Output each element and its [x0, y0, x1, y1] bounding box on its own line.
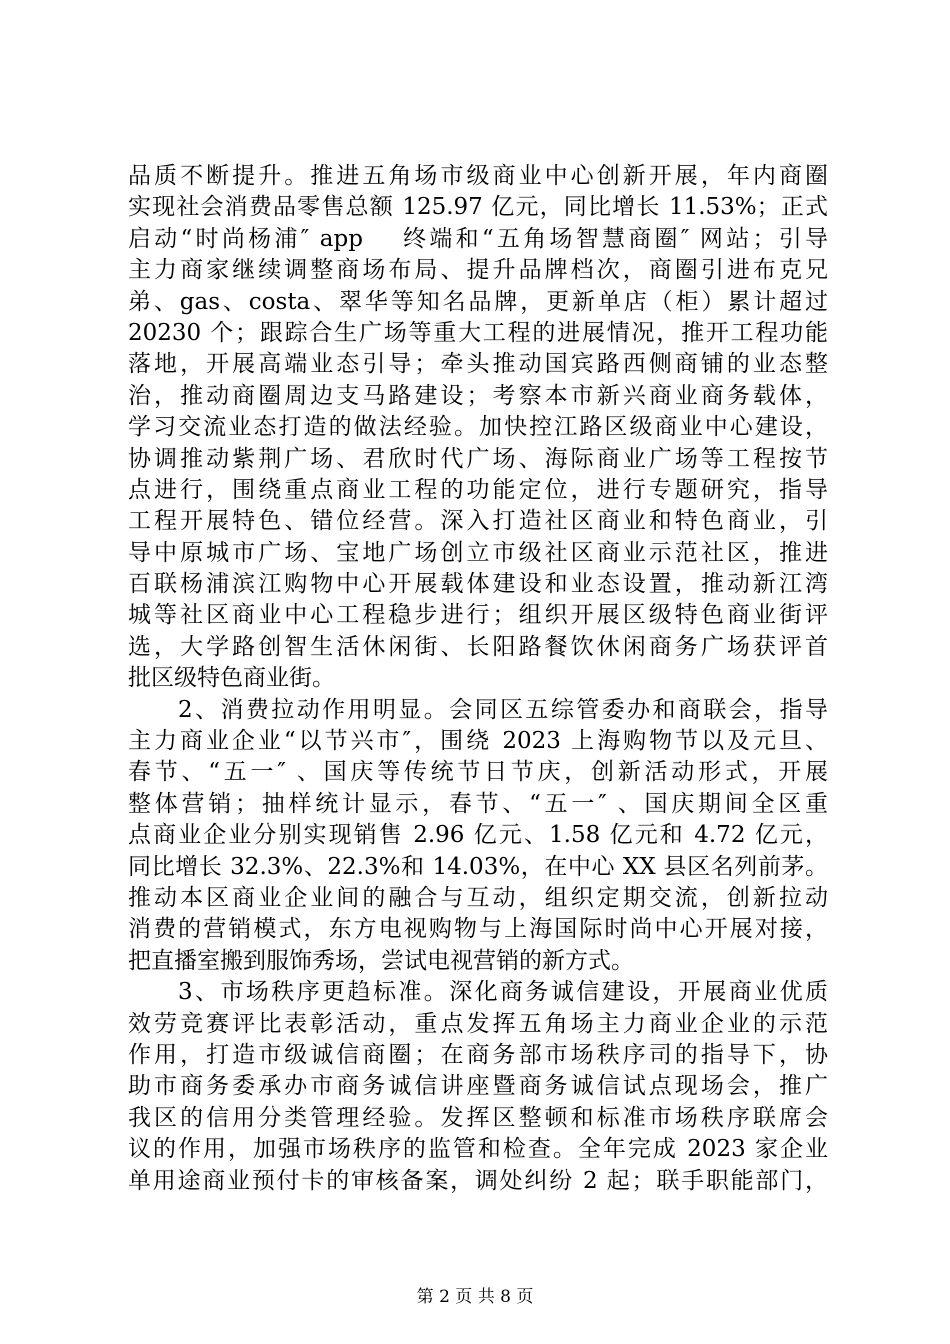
text-line: 议的作用，加强市场秩序的监管和检查。全年完成 2023 家企业 [128, 1136, 828, 1163]
text-line: 消费的营销模式，东方电视购物与上海国际时尚中心开展对接， [128, 916, 828, 943]
text-line: 城等社区商业中心工程稳步进行；组织开展区级特色商业街评 [128, 602, 828, 629]
text-line: 主力商家继续调整商场布局、提升品牌档次，商圈引进布克兄 [128, 257, 828, 284]
text-line: 选，大学路创智生活休闲街、长阳路餐饮休闲商务广场获评首 [128, 633, 828, 660]
page-number-footer: 第 2 页 共 8 页 [416, 1287, 534, 1307]
text-line: 启动“时尚杨浦″ app 终端和“五角场智慧商圈″ 网站；引导 [128, 225, 828, 252]
text-line: 弟、gas、costa、翠华等知名品牌，更新单店（柜）累计超过 [128, 288, 828, 315]
text-line: 20230 个；跟踪合生广场等重大工程的进展情况，推开工程功能 [128, 319, 828, 346]
text-line: 作用，打造市级诚信商圈；在商务部市场秩序司的指导下，协 [128, 1041, 828, 1068]
text-line: 单用途商业预付卡的审核备案，调处纠纷 2 起；联手职能部门， [128, 1167, 828, 1194]
text-line: 效劳竞赛评比表彰活动，重点发挥五角场主力商业企业的示范 [128, 1010, 828, 1037]
text-line: 工程开展特色、错位经营。深入打造社区商业和特色商业，引 [128, 508, 828, 535]
text-line: 同比增长 32.3%、22.3%和 14.03%，在中心 XX 县区名列前茅。 [128, 853, 828, 880]
text-line: 我区的信用分类管理经验。发挥区整顿和标准市场秩序联席会 [128, 1104, 828, 1131]
text-line: 主力商业企业“以节兴市″，围绕 2023 上海购物节以及元旦、 [128, 728, 828, 755]
text-line: 实现社会消费品零售总额 125.97 亿元，同比增长 11.53%；正式 [128, 194, 828, 221]
text-line: 推动本区商业企业间的融合与互动，组织定期交流，创新拉动 [128, 884, 828, 911]
text-line: 整体营销；抽样统计显示，春节、“五一″ 、国庆期间全区重 [128, 790, 828, 817]
text-line: 学习交流业态打造的做法经验。加快控江路区级商业中心建设， [128, 414, 828, 441]
text-line: 点商业企业分别实现销售 2.96 亿元、1.58 亿元和 4.72 亿元， [128, 822, 828, 849]
text-line: 落地，开展高端业态引导；牵头推动国宾路西侧商铺的业态整 [128, 351, 828, 378]
paragraph-start-line: 2、消费拉动作用明显。会同区五综管委办和商联会，指导 [178, 696, 828, 723]
paragraph-start-line: 3、市场秩序更趋标准。深化商务诚信建设，开展商业优质 [178, 979, 828, 1006]
text-line: 春节、“五一″ 、国庆等传统节日节庆，创新活动形式，开展 [128, 759, 828, 786]
text-line: 协调推动紫荆广场、君欣时代广场、海际商业广场等工程按节 [128, 445, 828, 472]
text-line: 助市商务委承办市商务诚信讲座暨商务诚信试点现场会，推广 [128, 1073, 828, 1100]
text-line: 品质不断提升。推进五角场市级商业中心创新开展，年内商圈 [128, 163, 828, 189]
text-line: 百联杨浦滨江购物中心开展载体建设和业态设置，推动新江湾 [128, 571, 828, 598]
text-line: 导中原城市广场、宝地广场创立市级社区商业示范社区，推进 [128, 539, 828, 566]
text-line: 点进行，围绕重点商业工程的功能定位，进行专题研究，指导 [128, 476, 828, 503]
text-line: 把直播室搬到服饰秀场，尝试电视营销的新方式。 [128, 947, 634, 974]
text-line: 治，推动商圈周边支马路建设；考察本市新兴商业商务载体， [128, 382, 828, 409]
text-line: 批区级特色商业街。 [128, 665, 335, 692]
document-body [128, 161, 828, 1197]
